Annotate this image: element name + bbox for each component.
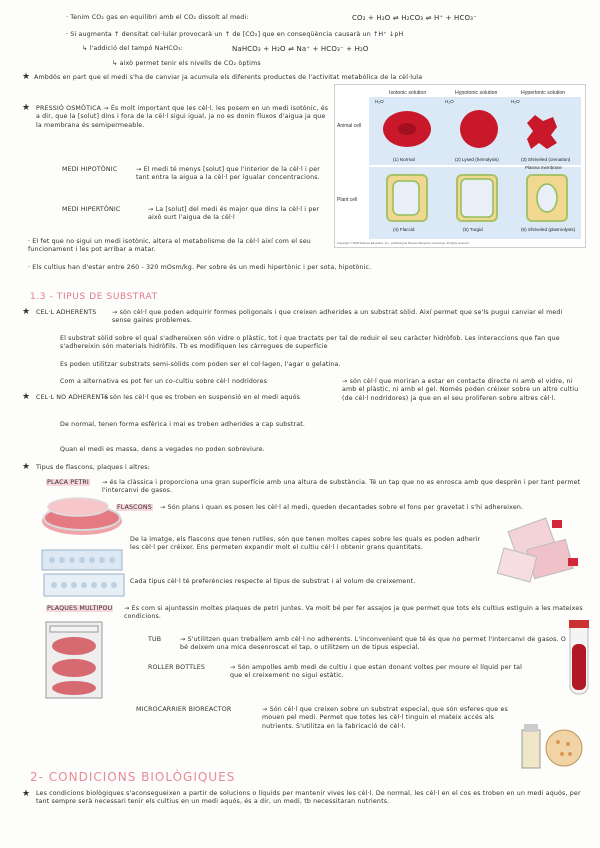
roller-bottle-apparatus-image bbox=[38, 616, 110, 704]
col-hypertonic: Hypertonic solution bbox=[521, 90, 566, 96]
row-plant: Plant cell bbox=[337, 197, 358, 203]
svg-text:H₂O: H₂O bbox=[511, 99, 520, 104]
hypotonic-text: → El medi té menys [solut] que l'interior de la cèl·l i per tant entra la aigua a la cèl·l per igualar concentracions. bbox=[136, 166, 320, 182]
osmotic-pressure-text: PRESSIÓ OSMÒTICA → És molt important que les cèl·l. les posem en un medi isotònic, és a dir, que la [solut] dins i fora de la cèl·l sigui igual, ja no es donin fluxos d'aigua ja que la membrana és semipermeable. bbox=[36, 105, 329, 129]
bullet-star-icon: ★ bbox=[22, 72, 31, 82]
co2-optimal-line: ↳ això permet tenir els nivells de CO₂ òptims bbox=[112, 60, 261, 67]
non-isotonic-text: · El fet que no sigui un medi isotònic, altera el metabolisme de la cèl·l així com el seu funcionament i les pot arribar a matar. bbox=[28, 238, 311, 254]
petri-text: → és la clàssica i proporciona una gran superfície amb una altura de substància. Té un tap que no es enrosca amb que desprèn i per tant permet l'intercanvi de gasos. bbox=[102, 479, 581, 495]
multiwell-plates-image bbox=[38, 544, 128, 600]
petri-label: PLACA PETRI bbox=[47, 479, 89, 486]
hypertonic-label: MEDI HIPERTÒNIC bbox=[62, 206, 121, 213]
flasks-bullet-1: De la imatge, els flascons que tenen rutlles, són que tenen moltes capes sobre les quals es poden adherir les cèl·l per créixer. Ens permeten expandir molt el cultiu cèl·l i obtenir grans quantitats. bbox=[130, 536, 481, 552]
hypotonic-label: MEDI HIPOTÒNIC bbox=[62, 166, 118, 173]
co2-equation: CO₂ + H₂O ⇌ H₂CO₃ ⇌ H⁺ + HCO₃⁻ bbox=[352, 14, 477, 22]
multiwell-text: → Es com si ajuntessin moltes plaques de petri juntes. Va molt bé per fer assajos ja que permet que tots els cultius estiguin a les mateixes condicions. bbox=[124, 605, 583, 621]
adherent-bullet-3: Com a alternativa es pot fer un co-cultiu sobre cèl·l nodridores bbox=[60, 378, 268, 385]
bullet-star-icon: ★ bbox=[22, 103, 31, 113]
cap-turgid: (5) Turgid bbox=[463, 227, 483, 232]
osmotic-intro: Ambdós en part que el medi s'ha de canviar ja acumula els diferents productes de l'activitat metabòlica de la cèl·lula bbox=[34, 74, 423, 81]
adherent-bullet-2: Es poden utilitzar substrats semi-sòlids com poden ser el col·lagen, l'agar o gelatina. bbox=[60, 361, 341, 368]
hypertonic-text: → La [solut] del medi és major que dins la cèl·l i per això surt l'aigua de la cèl·l bbox=[148, 206, 320, 222]
roller-text: → Són ampolles amb medi de cultiu i que estan donant voltes per moure el líquid per tal que el creixement no sigui estàtic. bbox=[230, 664, 523, 680]
cell-flasks-image bbox=[492, 514, 584, 594]
svg-text:H₂O: H₂O bbox=[445, 99, 454, 104]
microcarrier-text: → Són cèl·l que creixen sobre un substrat especial, que són esferes que es mouen pel medi. Permet que totes les cèl·l tinguin el mateix accés als nutrients. S'utilitza en la fabricació de cèl·l. bbox=[262, 706, 508, 730]
multiwell-label: PLAQUES MULTIPOU bbox=[47, 605, 113, 612]
section-title-biological: 2- CONDICIONS BIOLÒGIQUES bbox=[30, 770, 236, 784]
non-adherent-bullet-2: Quan el medi es massa, dens a vegades no poden sobreviure. bbox=[60, 446, 265, 453]
density-line: · Si augmenta ↑ densitat cel·lular provocarà un ↑ de [CO₂] que en conseqüència causarà un ↑H⁺ ↓pH bbox=[66, 31, 404, 38]
figure-copyright: Copyright © 2008 Pearson Education, Inc., publishing as Pearson Benjamin Cummings. All rights reserved. bbox=[337, 241, 470, 245]
petri-dish-image bbox=[38, 491, 126, 541]
feeder-cells-text: → són cèl·l que moriran a estar en contacte directe ni amb el vidre, ni amb el plàstic, ni amb el gel. Només poden créixer sobre un altre cultiu (de cèl·l nodridores) ja que en el seu proliferen sobre altres cèl·l. bbox=[342, 378, 579, 402]
buffer-equation: NaHCO₃ + H₂O ⇌ Na⁺ + HCO₃⁻ + H₂O bbox=[232, 45, 369, 53]
bullet-star-icon: ★ bbox=[22, 462, 31, 472]
osmosis-figure bbox=[334, 84, 586, 248]
co2-line: · Tenim CO₂ gas en equilibri amb el CO₂ dissolt al medi: bbox=[66, 14, 249, 21]
non-adherent-text: → són les cèl·l que es troben en suspensió en el medi aquós bbox=[102, 394, 301, 401]
section-title-substrate: 1.3 - TIPUS DE SUBSTRAT bbox=[30, 292, 158, 302]
non-adherent-label: CEL·L NO ADHERENTS bbox=[36, 394, 109, 401]
row-animal: Animal cell bbox=[337, 123, 362, 129]
tube-label: TUB bbox=[148, 636, 162, 643]
adherent-bullet-1: El substrat sòlid sobre el qual s'adhereixen són vidre o plàstic, tot i que tractats per tal de reduir el seu caràcter hidròfob. Les interaccions que fan que s'adhereixin són materials hidròfils. Tb es modifiquen les càrregues de superfície bbox=[60, 335, 560, 351]
flasks-text: → Són plans i quan es posen les cèl·l al medi, queden decantades sobre el fons per gravetat i s'hi adhereixen. bbox=[160, 504, 524, 511]
flasks-bullet-2: Cada tipus cèl·l té preferències respecte al tipus de substrat i al volum de creixement. bbox=[130, 578, 416, 585]
col-hypotonic: Hypotonic solution bbox=[455, 90, 498, 96]
roller-label: ROLLER BOTTLES bbox=[148, 664, 206, 671]
col-isotonic: Isotonic solution bbox=[389, 90, 427, 96]
culture-tube-image bbox=[566, 618, 592, 700]
buffer-line: ↳ l'addició del tampó NaHCO₃: bbox=[82, 45, 184, 52]
adherent-text: → són cèl·l que poden adquirir formes poligonals i que creixen adherides a un substrat sòlid. Així permet que se'ls pugui canviar el medi sense gaires problemes. bbox=[112, 309, 563, 325]
microcarrier-label: MICROCARRIER BIOREACTOR bbox=[136, 706, 232, 713]
osmolality-range-text: · Els cultius han d'estar entre 260 - 320 mOsm/kg. Per sobre és un medi hipertònic i per sota, hipotònic. bbox=[28, 264, 372, 271]
biological-conditions-text: Les condicions biològiques s'aconsegueixen a partir de solucions o líquids per mantenir vives les cèl·l. De normal, les cèl·l en el cos es troben en un medi aquós, per tant sempre serà necessari tenir els cultius en un medi aquós, és a dir, un medi, tb necessitaran nutrients. bbox=[36, 790, 581, 806]
cap-crenation: (3) Shriveled (crenation) bbox=[521, 157, 571, 162]
svg-text:H₂O: H₂O bbox=[375, 99, 384, 104]
tube-text: → S'utilitzen quan treballem amb cèl·l no adherents. L'inconvenient que té és que no permet l'intercanvi de gasos. O bé deixem una mica desenroscat el tap, o utilitzem un de tipus especial. bbox=[180, 636, 566, 652]
bullet-star-icon: ★ bbox=[22, 392, 31, 402]
flasks-label: FLASCONS bbox=[117, 504, 152, 511]
flask-types-intro: Tipus de flascons, plaques i altres: bbox=[36, 464, 150, 471]
cap-lysed: (2) Lysed (hemolysis) bbox=[455, 157, 499, 162]
cap-flaccid: (4) Flaccid bbox=[393, 227, 415, 232]
lysed-red-cell bbox=[460, 110, 498, 148]
cap-normal: (1) Normal bbox=[393, 157, 415, 162]
adherent-label: CEL·L ADHERENTS bbox=[36, 309, 97, 316]
bullet-star-icon: ★ bbox=[22, 789, 31, 799]
plasma-membrane-label: Plasma membrane bbox=[525, 165, 562, 170]
bullet-star-icon: ★ bbox=[22, 307, 31, 317]
cap-plasmolysis: (6) Shriveled (plasmolysis) bbox=[521, 227, 576, 232]
non-adherent-bullet-1: De normal, tenen forma esfèrica i mai es troben adherides a cap substrat. bbox=[60, 421, 306, 428]
microcarrier-bioreactor-image bbox=[520, 722, 584, 772]
